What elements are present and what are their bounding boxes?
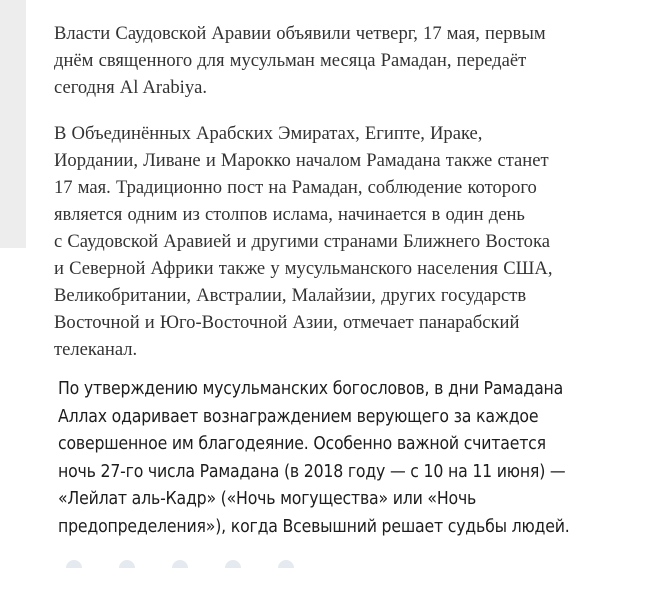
paragraph-line: ночь 27-го числа Рамадана (в 2018 году — с 10 на 11 июня) — (58, 461, 566, 482)
article-paragraph-3 (58, 376, 648, 541)
share-icon[interactable] (66, 560, 82, 568)
article-body (54, 20, 644, 363)
paragraph-line: Восточной и Юго-Восточной Азии, отмечает панарабский (54, 312, 520, 333)
article-paragraph-2 (54, 120, 644, 363)
paragraph-line: сегодня Al Arabiya. (54, 77, 208, 98)
share-icon[interactable] (172, 560, 188, 568)
paragraph-line: Власти Саудовской Аравии объявили четверг, 17 мая, первым (54, 23, 546, 44)
paragraph-line: Иордании, Ливане и Марокко началом Рамадана также станет (54, 150, 549, 171)
paragraph-line: Великобритании, Австралии, Малайзии, других государств (54, 285, 527, 306)
paragraph-line: В Объединённых Арабских Эмиратах, Египте, Ираке, (54, 123, 483, 144)
paragraph-line: «Лейлат аль-Кадр» («Ночь могущества» или «Ночь (58, 489, 477, 509)
paragraph-line: предопределения»), когда Всевышний решает судьбы людей. (58, 516, 570, 537)
left-sidebar-strip (0, 0, 26, 248)
paragraph-line: 17 мая. Традиционно пост на Рамадан, соблюдение которого (54, 177, 537, 198)
paragraph-line: является одним из столпов ислама, начинается в один день (54, 204, 525, 225)
paragraph-line: телеканал. (54, 339, 138, 360)
paragraph-line: днём священного для мусульман месяца Рамадан, передаёт (54, 50, 527, 71)
paragraph-line: и Северной Африки также у мусульманского населения США, (54, 258, 553, 279)
paragraph-line: с Саудовской Аравией и другими странами Ближнего Востока (54, 231, 550, 252)
paragraph-line: Аллах одаривает вознаграждением верующего за каждое (58, 406, 539, 427)
share-buttons-row (66, 560, 294, 568)
share-icon[interactable] (225, 560, 241, 568)
share-icon[interactable] (119, 560, 135, 568)
share-icon[interactable] (278, 560, 294, 568)
paragraph-line: По утверждению мусульманских богословов, в дни Рамадана (58, 379, 564, 399)
paragraph-line: совершенное им благодеяние. Особенно важной считается (58, 434, 546, 454)
article-paragraph-1 (54, 20, 644, 101)
